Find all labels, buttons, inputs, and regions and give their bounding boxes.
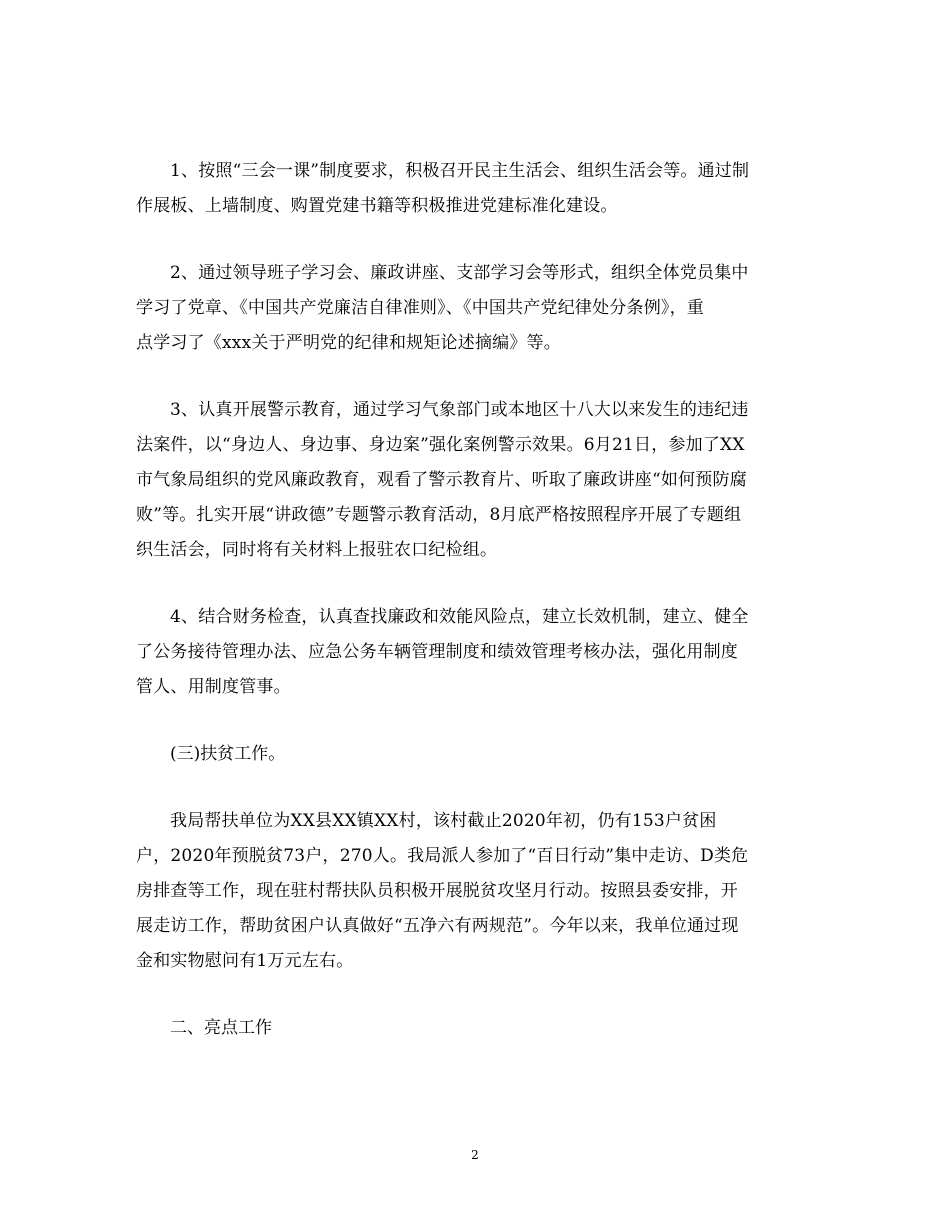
document-body xyxy=(136,154,806,1078)
page-number: 2 xyxy=(471,1148,479,1162)
chapter-heading: 二、亮点工作 xyxy=(170,1018,272,1038)
paragraph-item-2: 2、通过领导班子学习会、廉政讲座、支部学习会等形式，组织全体党员集中 学习了党章、《中国共产党廉洁自律准则》、《中国共产党纪律处分条例》，重 点学习了《xxx关于严明党的纪律和规矩论述摘编》等。 xyxy=(136,263,749,353)
paragraph-item-1: 1、按照“三会一课”制度要求，积极召开民主生活会、组织生活会等。通过制 作展板、上墙制度、购置党建书籍等积极推进党建标准化建设。 xyxy=(136,161,750,216)
paragraph-item-4: 4、结合财务检查，认真查找廉政和效能风险点，建立长效机制，建立、健全 了公务接待管理办法、应急公务车辆管理制度和绩效管理考核办法，强化用制度 管人、用制度管事。 xyxy=(136,607,749,697)
section-heading: (三)扶贫工作。 xyxy=(170,744,286,764)
poverty-paragraph: 我局帮扶单位为XX县XX镇XX村，该村截止2020年初，仍有153户贫困 户，2020年预脱贫73户，270人。我局派人参加了“百日行动”集中走访、D类危 房排查等工作，现在驻村帮扶队员积极开展脱贫攻坚月行动。按照县委安排，开 展走访工作，帮助贫困户认真做好“五净六有两规范”。今年以来，我单位通过现 金和实物慰问有1万元左右。 xyxy=(136,811,749,971)
paragraph-item-3: 3、认真开展警示教育，通过学习气象部门或本地区十八大以来发生的违纪违 法案件，以“身边人、身边事、身边案”强化案例警示效果。6月21日，参加了XX 市气象局组织的党风廉政教育，观看了警示教育片、听取了廉政讲座“如何预防腐 败”等。扎实开展“讲政德”专题警示教育活动，8月底严格按照程序开展了专题组 织生活会，同时将有关材料上报驻农口纪检组。 xyxy=(136,400,749,560)
